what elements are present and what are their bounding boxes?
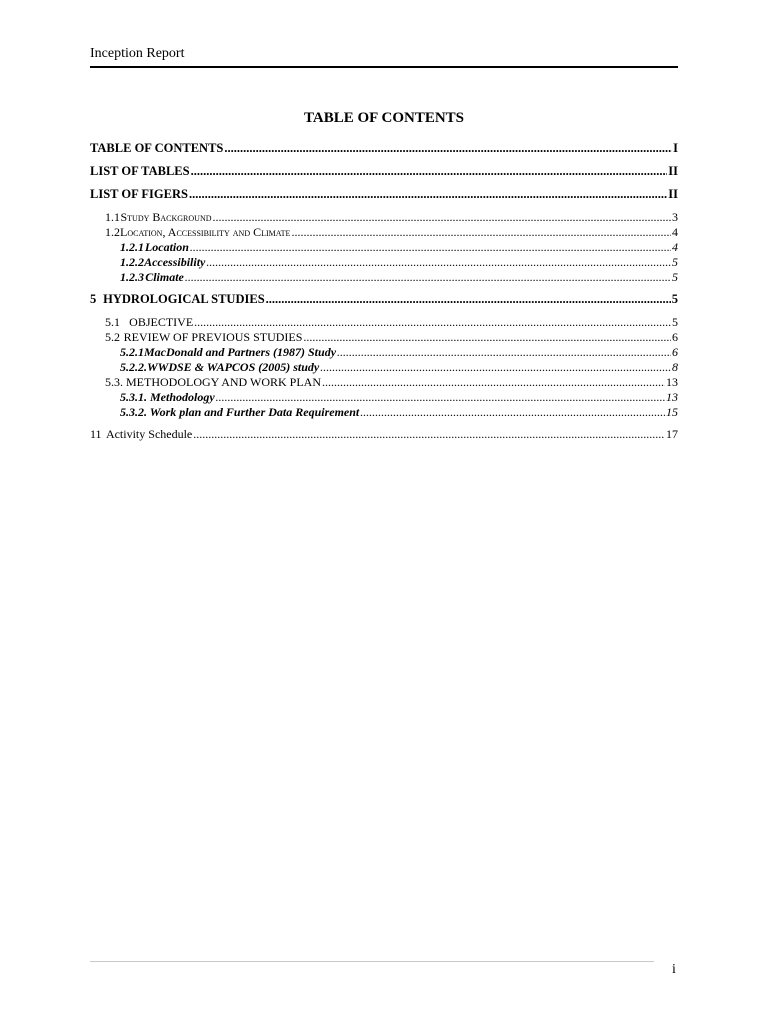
toc-entry-page: 5 bbox=[671, 292, 678, 306]
toc-entry-text: Climate bbox=[145, 270, 184, 284]
toc-entry-text: Location bbox=[144, 240, 189, 254]
toc-entry-page: II bbox=[668, 187, 678, 201]
toc-entry-text: 5.3.1. Methodology bbox=[120, 390, 215, 404]
toc-entry-1-1[interactable] bbox=[105, 210, 678, 225]
toc-entry-number: 5.2 bbox=[105, 330, 120, 344]
footer-divider bbox=[90, 961, 654, 962]
toc-entry-5-2-2[interactable] bbox=[120, 360, 678, 375]
toc-entry-page: II bbox=[668, 164, 678, 178]
toc-entry-text: TABLE OF CONTENTS bbox=[90, 141, 224, 155]
toc-entry-number: 5.2.2. bbox=[120, 360, 147, 374]
toc-leader bbox=[216, 390, 665, 405]
toc-entry-5-2[interactable] bbox=[105, 330, 678, 345]
toc-entry-number: 1.2.2 bbox=[120, 255, 144, 269]
toc-leader bbox=[213, 210, 672, 225]
toc-entry-1-2-3[interactable] bbox=[120, 270, 678, 285]
toc-entry-text: MacDonald and Partners (1987) Study bbox=[144, 345, 337, 359]
toc-entry-page: 6 bbox=[672, 345, 678, 359]
toc-entry-1-2-2[interactable] bbox=[120, 255, 678, 270]
toc-entry-1-2[interactable] bbox=[105, 225, 678, 240]
toc-entry-page: 5 bbox=[672, 270, 678, 284]
toc-entry-list-of-figures[interactable] bbox=[90, 187, 678, 202]
toc-entry-number: 1.2.3 bbox=[120, 270, 144, 284]
toc-leader bbox=[360, 405, 665, 420]
toc-entry-number: 5 bbox=[90, 292, 97, 306]
toc-entry-table-of-contents[interactable] bbox=[90, 141, 678, 156]
toc-entry-1-2-1[interactable] bbox=[120, 240, 678, 255]
toc-entry-number: 1.1 bbox=[105, 210, 120, 224]
toc-entry-5-3[interactable] bbox=[105, 375, 678, 390]
toc-entry-text: Activity Schedule bbox=[105, 427, 193, 441]
toc-entry-number: 5.1 bbox=[105, 315, 120, 329]
toc-leader bbox=[320, 360, 671, 375]
toc-entry-text: REVIEW OF PREVIOUS STUDIES bbox=[123, 330, 303, 344]
toc-entry-5-1[interactable] bbox=[105, 315, 678, 330]
toc-entry-number: 11 bbox=[90, 427, 102, 441]
toc-entry-number: 1.2.1 bbox=[120, 240, 144, 254]
toc-leader bbox=[190, 240, 671, 255]
toc-leader bbox=[224, 141, 672, 156]
toc-leader bbox=[185, 270, 671, 285]
toc-leader bbox=[193, 427, 665, 442]
toc-entry-text: 5.3.2. Work plan and Further Data Requirement bbox=[120, 405, 360, 419]
page-header bbox=[90, 46, 678, 68]
toc-entry-text: Accessibility bbox=[144, 255, 206, 269]
toc-entry-page: 6 bbox=[672, 330, 678, 344]
toc-entry-text: Study Background bbox=[120, 210, 212, 224]
toc-entry-text: WWDSE & WAPCOS (2005) study bbox=[147, 360, 320, 374]
toc-entry-text: HYDROLOGICAL STUDIES bbox=[103, 292, 265, 306]
toc-leader bbox=[191, 164, 668, 179]
toc-entry-page: 4 bbox=[672, 225, 678, 239]
toc-leader bbox=[337, 345, 671, 360]
toc-entry-11[interactable] bbox=[90, 427, 678, 442]
footer-page-number: i bbox=[672, 962, 676, 977]
toc-entry-page: 3 bbox=[672, 210, 678, 224]
toc-leader bbox=[194, 315, 671, 330]
toc-entry-page: 13 bbox=[666, 390, 678, 404]
toc-leader bbox=[291, 225, 671, 240]
toc-entry-5-3-2[interactable] bbox=[120, 405, 678, 420]
toc-leader bbox=[189, 187, 667, 202]
toc-entry-page: 17 bbox=[666, 427, 678, 441]
toc-entry-text: 5.3. METHODOLOGY AND WORK PLAN bbox=[105, 375, 321, 389]
toc-entry-page: 13 bbox=[666, 375, 678, 389]
toc-leader bbox=[303, 330, 671, 345]
toc-entry-page: I bbox=[673, 141, 678, 155]
toc-entry-number: 5.2.1 bbox=[120, 345, 144, 359]
toc-entry-text: Location, Accessibility and Climate bbox=[120, 225, 291, 239]
toc-entry-page: 4 bbox=[672, 240, 678, 254]
header-title: Inception Report bbox=[90, 46, 185, 61]
toc-entry-5-3-1[interactable] bbox=[120, 390, 678, 405]
toc-entry-page: 15 bbox=[666, 405, 678, 419]
toc-entry-page: 5 bbox=[672, 315, 678, 329]
toc-entry-text: LIST OF TABLES bbox=[90, 164, 190, 178]
toc-entry-page: 8 bbox=[672, 360, 678, 374]
toc-entry-text: OBJECTIVE bbox=[129, 315, 194, 329]
toc-entry-number: 1.2 bbox=[105, 225, 120, 239]
toc-entry-text: LIST OF FIGERS bbox=[90, 187, 188, 201]
toc-leader bbox=[322, 375, 665, 390]
toc-leader bbox=[266, 292, 671, 307]
toc-leader bbox=[206, 255, 671, 270]
toc-entry-5[interactable] bbox=[90, 292, 678, 307]
toc-entry-list-of-tables[interactable] bbox=[90, 164, 678, 179]
toc-entry-page: 5 bbox=[672, 255, 678, 269]
toc-title: TABLE OF CONTENTS bbox=[303, 110, 465, 126]
toc-entry-5-2-1[interactable] bbox=[120, 345, 678, 360]
